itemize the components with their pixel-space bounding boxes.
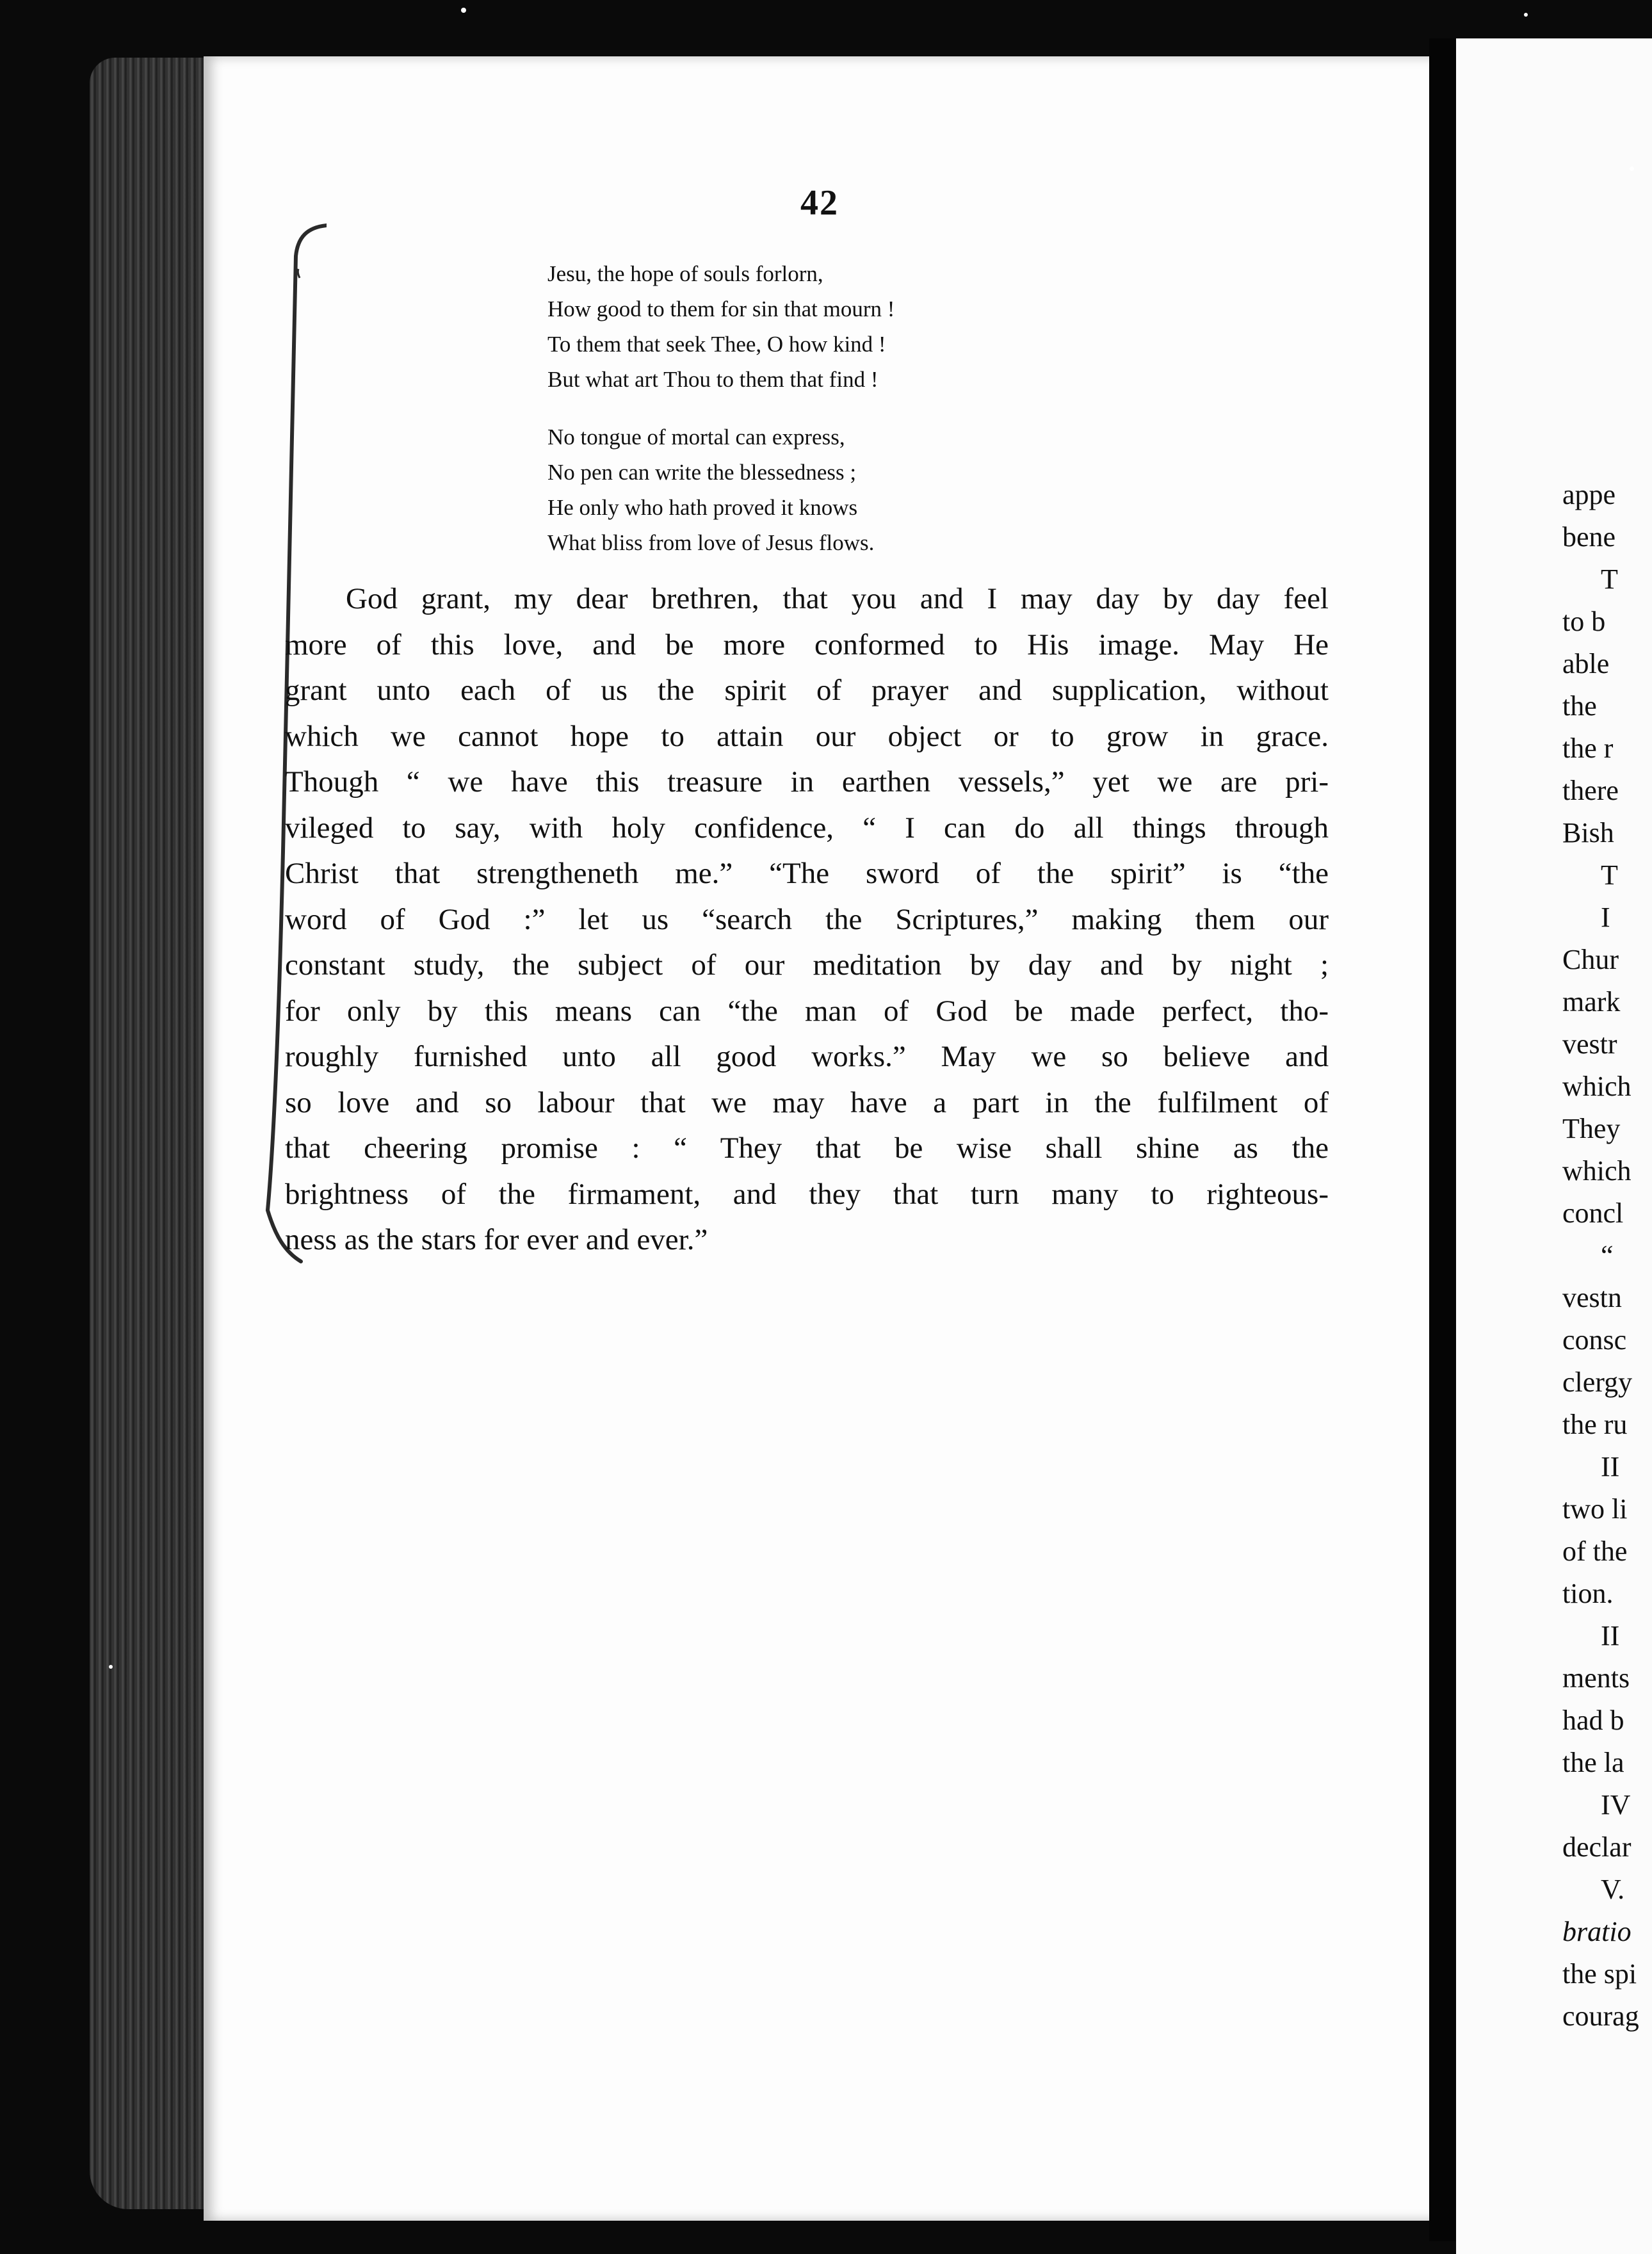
facing-line: consc	[1562, 1324, 1627, 1356]
paragraph-line: vileged to say, with holy confidence, “ I can do all things through	[285, 811, 1329, 845]
facing-line: the ru	[1562, 1409, 1628, 1440]
body-paragraph	[285, 576, 1329, 1263]
verse-stanza-2	[547, 419, 874, 560]
facing-line: V.	[1601, 1874, 1625, 1905]
paragraph-line: which we cannot hope to attain our object or to grow in grace.	[285, 719, 1329, 753]
verse-line: Jesu, the hope of souls forlorn,	[547, 261, 823, 286]
facing-line: appe	[1562, 479, 1616, 510]
dust-speck	[461, 8, 466, 13]
paragraph-line: word of God :” let us “search the Scriptures,” making them our	[285, 902, 1329, 936]
facing-line: the la	[1562, 1747, 1624, 1778]
facing-line: I	[1601, 902, 1610, 933]
paragraph-line: Though “ we have this treasure in earthen vessels,” yet we are pri-	[285, 765, 1329, 799]
verse-line: No pen can write the blessedness ;	[547, 460, 857, 485]
facing-line: bratio	[1562, 1916, 1632, 1947]
facing-line: of the	[1562, 1536, 1628, 1567]
verse-line: No tongue of mortal can express,	[547, 425, 845, 450]
facing-line: II	[1601, 1620, 1620, 1651]
verse-line: What bliss from love of Jesus flows.	[547, 530, 875, 555]
dust-speck	[1524, 13, 1528, 17]
facing-line: vestr	[1562, 1028, 1617, 1060]
verse-line: How good to them for sin that mourn !	[547, 296, 895, 321]
facing-line: able	[1562, 648, 1610, 679]
verse-stanza-1	[547, 256, 895, 397]
facing-line: They	[1562, 1113, 1621, 1144]
facing-line: had b	[1562, 1705, 1624, 1736]
verse-line: But what art Thou to them that find !	[547, 367, 879, 392]
facing-line: there	[1562, 775, 1619, 806]
verse-line: He only who hath proved it knows	[547, 495, 858, 520]
facing-line: Bish	[1562, 817, 1614, 848]
dust-speck	[109, 1665, 113, 1669]
paragraph-line: that cheering promise : “ They that be wise shall shine as the	[285, 1131, 1329, 1165]
facing-line: the	[1562, 690, 1597, 722]
paragraph-line: grant unto each of us the spirit of prayer and supplication, without	[285, 674, 1329, 707]
facing-line: which	[1562, 1155, 1632, 1187]
paragraph-line: for only by this means can “the man of God be made perfect, tho-	[285, 994, 1329, 1028]
facing-line: concl	[1562, 1197, 1624, 1229]
facing-line: ments	[1562, 1662, 1630, 1694]
page-number: 42	[800, 183, 839, 223]
paragraph-line: Christ that strengtheneth me.” “The sword of the spirit” is “the	[285, 857, 1329, 890]
facing-line: which	[1562, 1071, 1632, 1102]
facing-line: clergy	[1562, 1366, 1633, 1398]
facing-line: the spi	[1562, 1958, 1637, 1990]
facing-line: the r	[1562, 733, 1614, 764]
facing-line: bene	[1562, 521, 1616, 553]
paragraph-line: so love and so labour that we may have a part in the fulfilment of	[285, 1085, 1329, 1119]
facing-line: IV	[1601, 1789, 1631, 1820]
paragraph-line: brightness of the firmament, and they that turn many to righteous-	[285, 1177, 1329, 1211]
facing-line: T	[1601, 564, 1618, 595]
paragraph-line: ness as the stars for ever and ever.”	[285, 1223, 708, 1256]
facing-line: II	[1601, 1451, 1620, 1482]
facing-line: tion.	[1562, 1578, 1614, 1609]
verse-line: To them that seek Thee, O how kind !	[547, 332, 886, 357]
book-page-edges	[90, 58, 211, 2209]
facing-line: mark	[1562, 986, 1621, 1018]
facing-line: courag	[1562, 2000, 1639, 2032]
facing-line: vestn	[1562, 1282, 1622, 1313]
book-gutter	[1429, 38, 1456, 2241]
facing-line: to b	[1562, 606, 1606, 637]
paragraph-line: God grant, my dear brethren, that you and I may day by day feel	[346, 582, 1329, 615]
paragraph-line: roughly furnished unto all good works.” May we so believe and	[285, 1040, 1329, 1073]
facing-line: two li	[1562, 1493, 1628, 1525]
facing-line: T	[1601, 859, 1618, 891]
paragraph-line: constant study, the subject of our meditation by day and by night ;	[285, 948, 1329, 982]
facing-line: Chur	[1562, 944, 1619, 975]
paragraph-line: more of this love, and be more conformed to His image. May He	[285, 628, 1329, 661]
facing-line: “	[1601, 1240, 1614, 1271]
dust-speck	[1630, 166, 1634, 171]
facing-page-text	[1562, 474, 1639, 2038]
facing-line: declar	[1562, 1831, 1632, 1863]
